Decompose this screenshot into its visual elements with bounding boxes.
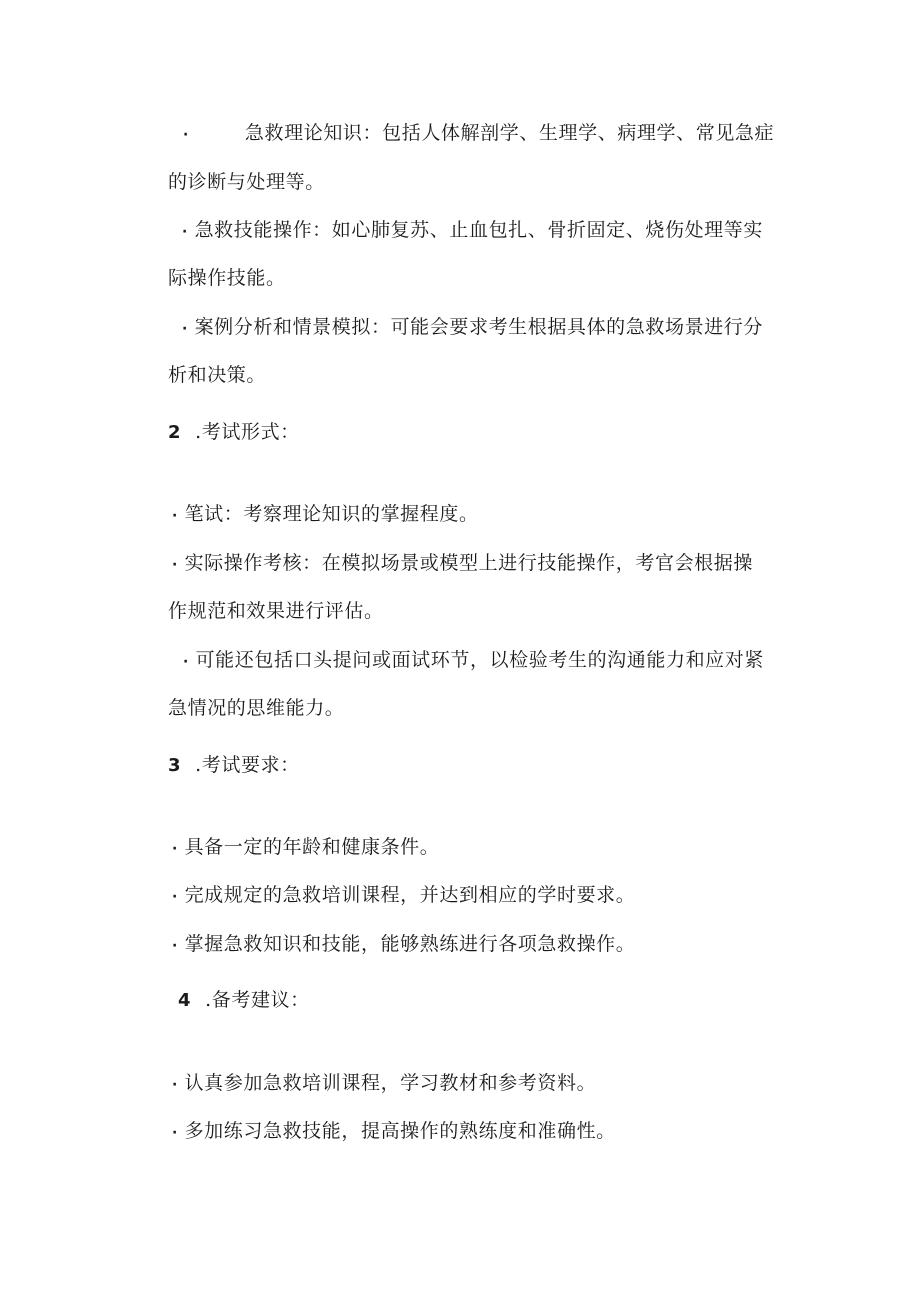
item-text: 案例分析和情景模拟：可能会要求考生根据具体的急救场景进行分 (194, 316, 763, 338)
item-text: 具备一定的年龄和健康条件。 (184, 836, 440, 858)
section-heading (178, 988, 310, 1013)
bullet: · (172, 508, 178, 524)
item-text: 实际操作考核：在模拟场景或模型上进行技能操作，考官会根据操 (184, 552, 753, 574)
bullet: · (172, 1125, 178, 1141)
list-item (183, 648, 764, 674)
section-heading (168, 753, 300, 778)
heading-text: .考试形式： (195, 421, 300, 443)
bullet: · (172, 557, 178, 573)
bullet: · (183, 654, 189, 670)
list-item (182, 315, 763, 341)
list-item-continuation: 急情况的思维能力。 (168, 697, 345, 719)
item-text: 完成规定的急救培训课程，并达到相应的学时要求。 (184, 884, 636, 906)
heading-number: 4 (178, 990, 192, 1011)
bullet: · (182, 224, 188, 240)
heading-number: 2 (168, 422, 182, 443)
list-item (183, 121, 774, 147)
bullet: · (183, 127, 189, 143)
list-item (172, 835, 439, 861)
bullet: · (172, 1077, 178, 1093)
list-item-continuation: 际操作技能。 (168, 267, 286, 289)
item-text: 认真参加急救培训课程，学习教材和参考资料。 (184, 1072, 597, 1094)
list-item (172, 1071, 596, 1097)
list-item-continuation: 的诊断与处理等。 (168, 171, 325, 193)
item-text: 急救技能操作：如心肺复苏、止血包扎、骨折固定、烧伤处理等实 (194, 219, 763, 241)
list-item (182, 218, 763, 244)
bullet: · (172, 889, 178, 905)
list-item (172, 932, 635, 958)
heading-text: .备考建议： (205, 989, 310, 1011)
item-text: 笔试：考察理论知识的掌握程度。 (184, 503, 479, 525)
bullet: · (182, 321, 188, 337)
list-item (172, 502, 479, 528)
heading-text: .考试要求： (195, 754, 300, 776)
list-item (172, 883, 635, 909)
item-text: 可能还包括口头提问或面试环节，以检验考生的沟通能力和应对紧 (195, 649, 764, 671)
bullet: · (172, 841, 178, 857)
item-text: 多加练习急救技能，提高操作的熟练度和准确性。 (184, 1120, 616, 1142)
section-heading (168, 420, 300, 445)
list-item-continuation: 析和决策。 (168, 364, 267, 386)
list-item (172, 1119, 616, 1145)
bullet: · (172, 938, 178, 954)
item-text: 掌握急救知识和技能，能够熟练进行各项急救操作。 (184, 933, 636, 955)
list-item-continuation: 作规范和效果进行评估。 (168, 600, 384, 622)
item-text: 急救理论知识：包括人体解剖学、生理学、病理学、常见急症 (244, 122, 775, 144)
list-item (172, 551, 753, 577)
heading-number: 3 (168, 755, 182, 776)
